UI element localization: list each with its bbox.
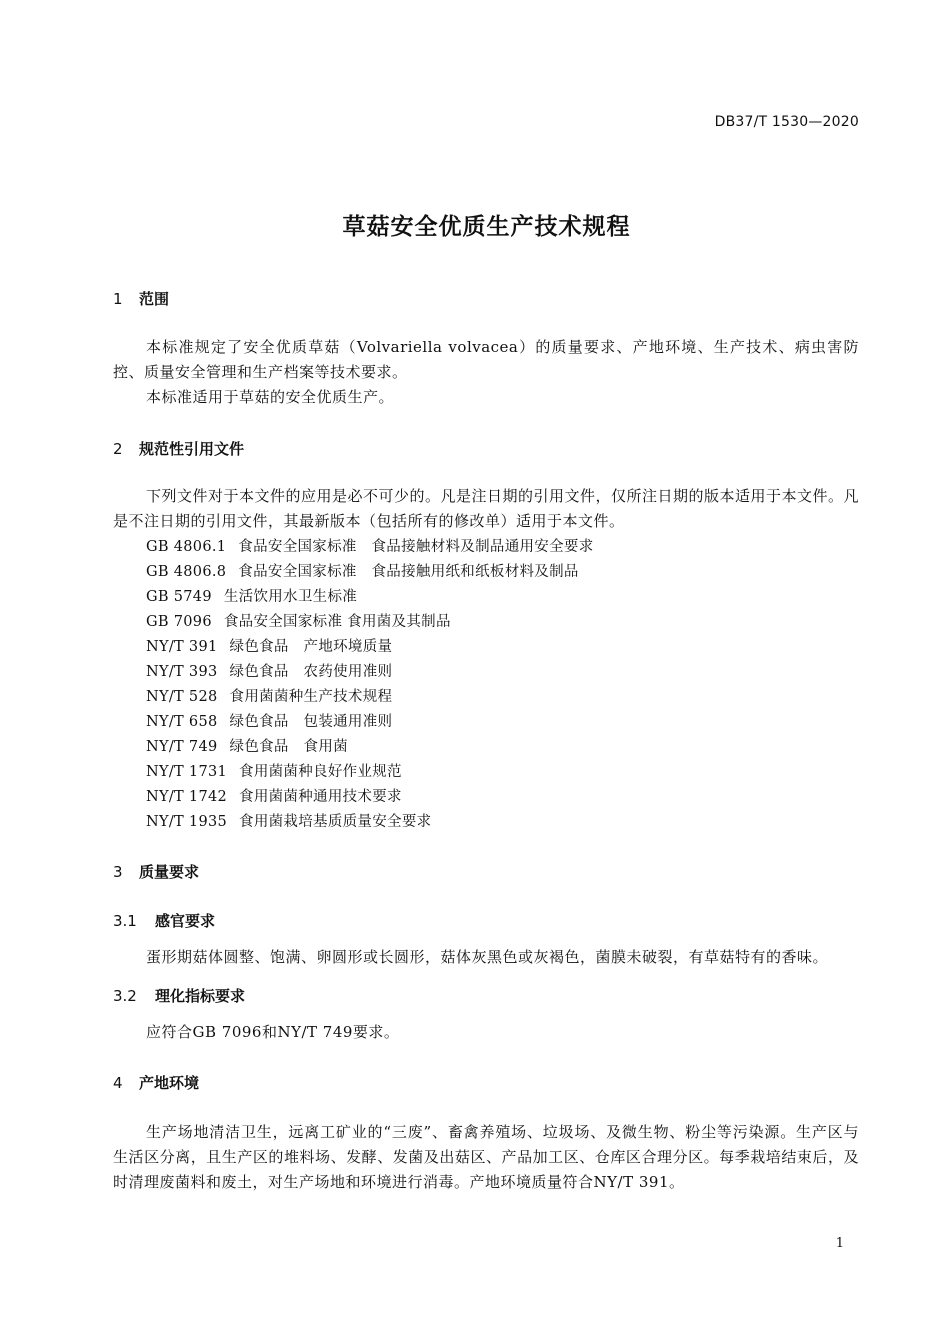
reference-code: NY/T 1742	[146, 789, 228, 805]
reference-code: NY/T 1731	[146, 764, 228, 780]
document-code: DB37/T 1530—2020	[714, 114, 859, 130]
scope-paragraph-1: 本标准规定了安全优质草菇（Volvariella volvacea）的质量要求、产地环境、生产技术、病虫害防控、质量安全管理和生产档案等技术要求。	[113, 338, 859, 381]
reference-code: NY/T 1935	[146, 814, 228, 830]
reference-item	[146, 660, 392, 681]
section-number: 1	[113, 290, 123, 308]
section-title: 质量要求	[139, 863, 200, 881]
reference-code: GB 7096	[146, 614, 212, 630]
section-1-heading	[113, 288, 169, 309]
reference-name: 绿色食品 食用菌	[229, 739, 348, 755]
reference-name: 食用菌菌种生产技术规程	[229, 689, 393, 705]
environment-paragraph: 生产场地清洁卫生，远离工矿业的“三废”、畜禽养殖场、垃圾场、及微生物、粉尘等污染源。生产区与生活区分离，且生产区的堆料场、发酵、发菌及出菇区、产品加工区、仓库区合理分区。每季栽培结束后，及时清理废菌料和废土，对生产场地和环境进行消毒。产地环境质量符合NY/T 391。	[113, 1123, 859, 1191]
reference-item	[146, 585, 357, 606]
page-number: 1	[835, 1236, 844, 1251]
scope-paragraph-2: 本标准适用于草菇的安全优质生产。	[146, 388, 395, 406]
reference-code: NY/T 393	[146, 664, 218, 680]
reference-name: 生活饮用水卫生标准	[223, 589, 358, 605]
reference-code: GB 5749	[146, 589, 212, 605]
section-3-2-heading	[113, 985, 245, 1006]
section-number: 4	[113, 1074, 123, 1092]
section-2-heading	[113, 438, 244, 459]
reference-item	[146, 685, 392, 706]
section-title: 理化指标要求	[155, 987, 246, 1005]
reference-name: 绿色食品 包装通用准则	[229, 714, 393, 730]
reference-item	[146, 785, 402, 806]
reference-item	[146, 760, 402, 781]
reference-name: 绿色食品 产地环境质量	[229, 639, 393, 655]
physicochemical-requirements-paragraph: 应符合GB 7096和NY/T 749要求。	[146, 1023, 400, 1041]
section-number: 3	[113, 863, 123, 881]
section-4-heading	[113, 1072, 199, 1093]
reference-code: NY/T 658	[146, 714, 218, 730]
section-3-heading	[113, 861, 199, 882]
document-title: 草菇安全优质生产技术规程	[342, 214, 631, 240]
reference-code: GB 4806.8	[146, 564, 227, 580]
section-number: 2	[113, 440, 123, 458]
references-intro-paragraph: 下列文件对于本文件的应用是必不可少的。凡是注日期的引用文件，仅所注日期的版本适用于本文件。凡是不注日期的引用文件，其最新版本（包括所有的修改单）适用于本文件。	[113, 487, 860, 530]
sensory-requirements-paragraph: 蛋形期菇体圆整、饱满、卵圆形或长圆形，菇体灰黑色或灰褐色，菌膜未破裂，有草菇特有的香味。	[146, 948, 829, 966]
reference-item	[146, 635, 392, 656]
reference-code: NY/T 391	[146, 639, 218, 655]
reference-item	[146, 710, 392, 731]
section-number: 3.2	[113, 987, 137, 1005]
reference-code: GB 4806.1	[146, 539, 227, 555]
section-number: 3.1	[113, 912, 137, 930]
reference-name: 食用菌菌种良好作业规范	[239, 764, 402, 780]
reference-name: 食品安全国家标准 食品接触用纸和纸板材料及制品	[238, 564, 579, 580]
reference-name: 食用菌栽培基质质量安全要求	[239, 814, 432, 830]
reference-item	[146, 610, 451, 631]
section-title: 感官要求	[155, 912, 216, 930]
reference-name: 食用菌菌种通用技术要求	[239, 789, 402, 805]
reference-code: NY/T 528	[146, 689, 218, 705]
reference-name: 食品安全国家标准 食用菌及其制品	[223, 614, 451, 630]
section-title: 产地环境	[139, 1074, 200, 1092]
reference-code: NY/T 749	[146, 739, 218, 755]
reference-item	[146, 735, 348, 756]
section-title: 规范性引用文件	[139, 440, 245, 458]
section-title: 范围	[139, 290, 170, 308]
reference-item	[146, 560, 579, 581]
reference-item	[146, 535, 594, 556]
reference-item	[146, 810, 431, 831]
section-3-1-heading	[113, 910, 215, 931]
reference-name: 食品安全国家标准 食品接触材料及制品通用安全要求	[238, 539, 594, 555]
reference-name: 绿色食品 农药使用准则	[229, 664, 393, 680]
